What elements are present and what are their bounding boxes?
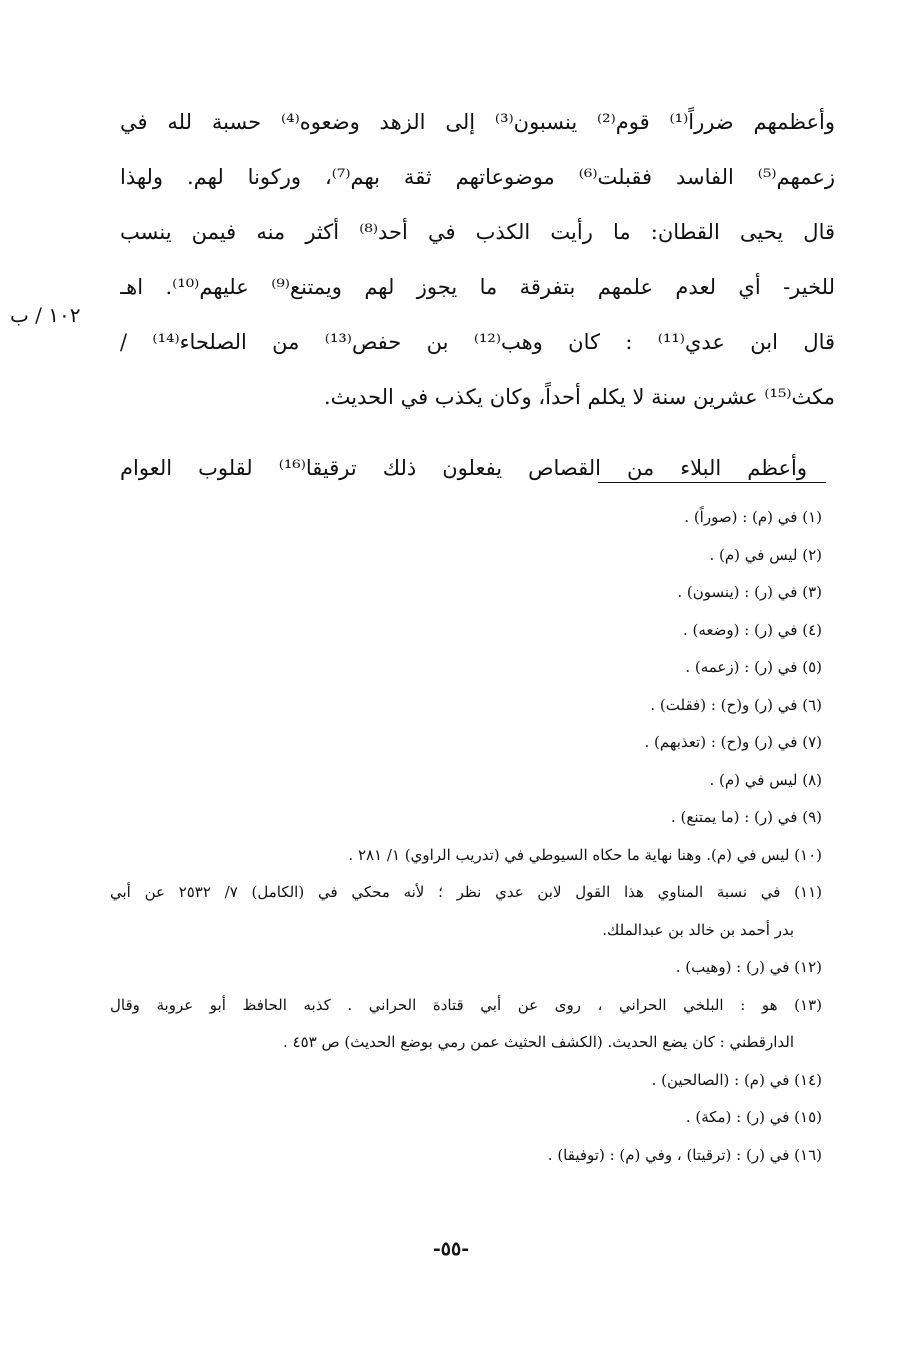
footnote-8: (٨) ليس في (م) . [709, 770, 822, 789]
footnote-9: (٩) في (ر) : (ما يمتنع) . [670, 808, 822, 826]
body-line-7: وأعظم البلاء من القصاص يفعلون ذلك ترقيقا⁽¹⁶⁾ لقلوب العوام [120, 456, 807, 480]
footnote-4: (٤) في (ر) : (وضعه) . [682, 620, 822, 639]
footnote-2: (٢) ليس في (م) . [709, 545, 822, 564]
folio-margin-note: ١٠٢ / ب [10, 303, 81, 327]
footnote-1: (١) في (م) : (صوراً) . [684, 508, 822, 526]
body-line-5: قال ابن عدي⁽¹¹⁾ : كان وهب⁽¹²⁾ بن حفص⁽¹³⁾ من الصلحاء⁽¹⁴⁾ / [120, 330, 835, 354]
page-number: -٥٥- [432, 1238, 470, 1260]
body-line-6: مكث⁽¹⁵⁾ عشرين سنة لا يكلم أحداً، وكان يكذب في الحديث. [323, 385, 835, 409]
footnote-13-continued: الدارقطني : كان يضع الحديث. (الكشف الحثيث عمن رمي بوضع الحديث) ص ٤٥٣ . [282, 1033, 794, 1051]
footnote-divider [598, 482, 826, 483]
footnote-16: (١٦) في (ر) : (ترقيتا) ، وفي (م) : (توفيقا) . [547, 1145, 822, 1164]
footnote-10: (١٠) ليس في (م). وهنا نهاية ما حكاه السيوطي في (تدريب الراوي) ١/ ٢٨١ . [348, 845, 822, 864]
footnote-3: (٣) في (ر) : (ينسون) . [677, 583, 822, 601]
footnote-7: (٧) في (ر) و(ح) : (تعذبهم) . [644, 733, 822, 751]
footnotes [110, 499, 822, 1174]
footnote-13: (١٣) هو : البلخي الحراني ، روى عن أبي قتادة الحراني . كذبه الحافظ أبو عروبة وقال [110, 995, 822, 1014]
footnote-11: (١١) في نسبة المناوي هذا القول لابن عدي نظر ؛ لأنه محكي في (الكامل) ٧/ ٢٥٣٢ عن أبي [110, 883, 822, 901]
body-line-1: وأعظمهم ضرراً⁽¹⁾ قوم⁽²⁾ ينسبون⁽³⁾ إلى الزهد وضعوه⁽⁴⁾ حسبة لله في [120, 110, 835, 134]
footnote-6: (٦) في (ر) و(ح) : (فقلت) . [650, 695, 822, 714]
main-text [120, 95, 835, 496]
footnote-15: (١٥) في (ر) : (مكة) . [685, 1108, 822, 1126]
footnote-12: (١٢) في (ر) : (وهيب) . [675, 958, 822, 976]
body-line-4: للخير- أي لعدم علمهم بتفرقة ما يجوز لهم ويمتنع⁽⁹⁾ عليهم⁽¹⁰⁾. اهـ [120, 275, 835, 299]
paragraph-gap [120, 425, 835, 441]
body-line-2: زعمهم⁽⁵⁾ الفاسد فقبلت⁽⁶⁾ موضوعاتهم ثقة بهم⁽⁷⁾، وركونا لهم. ولهذا [120, 165, 835, 189]
body-line-3: قال يحيى القطان: ما رأيت الكذب في أحد⁽⁸⁾ أكثر منه فيمن ينسب [120, 220, 835, 244]
footnote-14: (١٤) في (م) : (الصالحين) . [651, 1070, 822, 1089]
footnote-11-continued: بدر أحمد بن خالد بن عبدالملك. [602, 920, 794, 939]
footnote-5: (٥) في (ر) : (زعمه) . [685, 658, 822, 676]
